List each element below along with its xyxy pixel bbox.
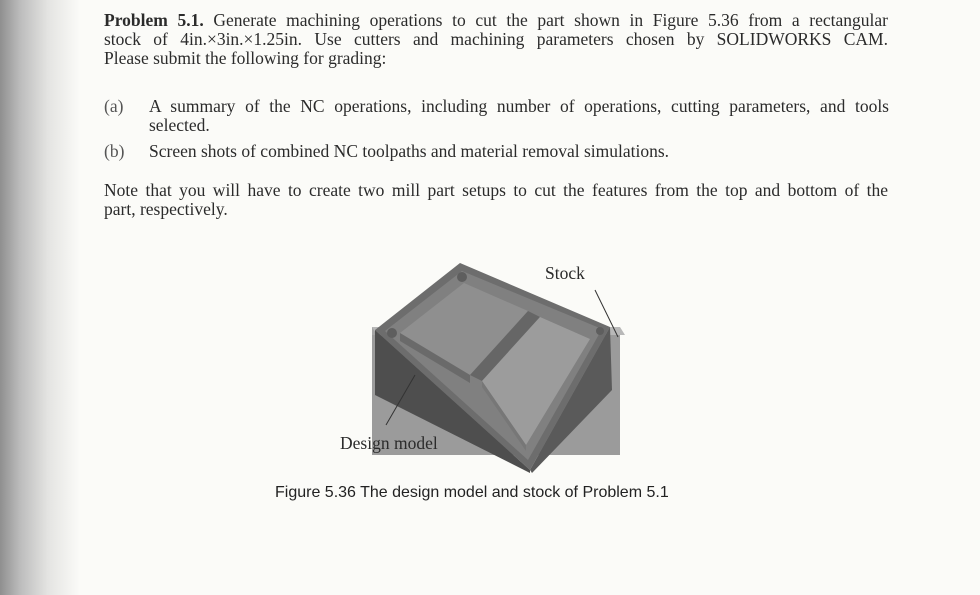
list-text-a: [149, 97, 889, 135]
stock-label: Stock: [545, 263, 585, 283]
design-model-label: Design model: [340, 433, 438, 453]
problem-label: Problem 5.1.: [104, 10, 204, 30]
list-a-line-1: A summary of the NC operations, including number of operations, cutting parameters, and tools: [149, 96, 889, 116]
list-a-line-2: selected.: [149, 115, 210, 135]
problem-line-3: Please submit the following for grading:: [104, 48, 387, 68]
problem-statement: [104, 11, 888, 68]
problem-line-2: stock of 4in.×3in.×1.25in. Use cutters and machining parameters chosen by SOLIDWORKS CAM.: [104, 29, 888, 49]
list-text-b: [149, 142, 889, 161]
figure-caption: Figure 5.36 The design model and stock of Problem 5.1: [275, 484, 669, 501]
list-marker-b: (b): [104, 141, 125, 161]
list-b-line-1: Screen shots of combined NC toolpaths and material removal simulations.: [149, 141, 670, 161]
note-line-2: part, respectively.: [104, 199, 228, 219]
problem-line-1: Generate machining operations to cut the part shown in Figure 5.36 from a rectangular: [213, 10, 888, 30]
note-paragraph: [104, 181, 888, 219]
note-line-1: Note that you will have to create two mill part setups to cut the features from the top and bottom of the: [104, 180, 888, 200]
list-marker-a: (a): [104, 96, 124, 116]
